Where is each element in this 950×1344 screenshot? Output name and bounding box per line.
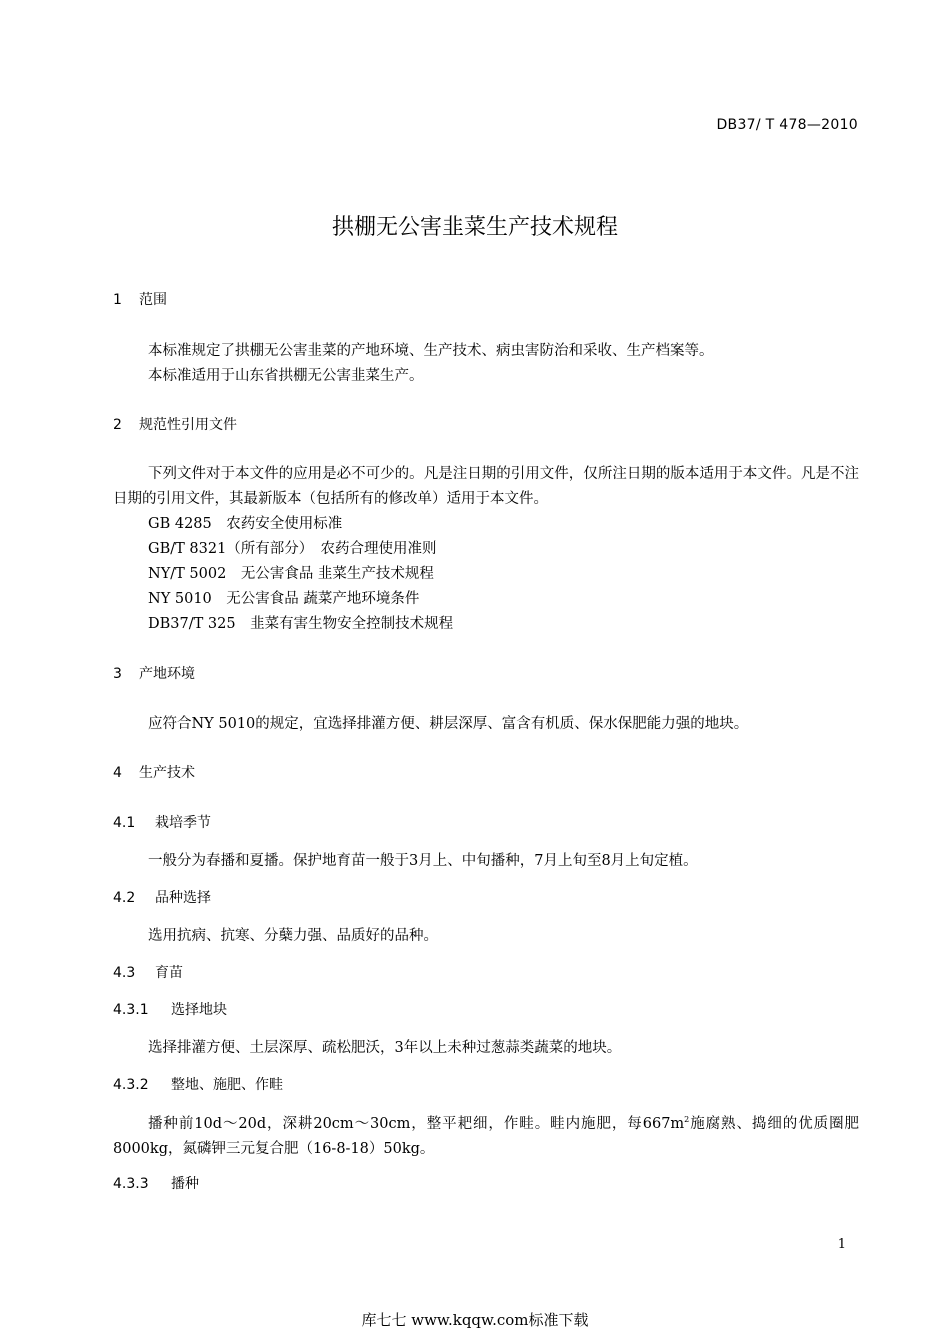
section-2-heading [113,414,237,434]
paragraph-text: 施腐熟、捣细的优质圈肥8000kg，氮磷钾三元复合肥（16-8-18）50kg。 [113,1115,860,1157]
section-number: 3 [113,666,122,682]
reference-item: NY/T 5002 无公害食品 韭菜生产技术规程 [148,566,434,582]
section-1-paragraph-1: 本标准规定了拱棚无公害韭菜的产地环境、生产技术、病虫害防治和采收、生产档案等。 [148,343,714,359]
section-2-intro-paragraph: 下列文件对于本文件的应用是必不可少的。凡是注日期的引用文件，仅所注日期的版本适用于本文件。凡是不注日期的引用文件，其最新版本（包括所有的修改单）适用于本文件。 [113,466,859,507]
subsection-4-3-3-heading [113,1173,199,1193]
section-4-heading [113,762,195,782]
document-title: 拱棚无公害韭菜生产技术规程 [331,215,618,240]
subsection-4-3-2-heading [113,1074,283,1094]
subsection-4-2-heading [113,887,211,907]
reference-item: NY 5010 无公害食品 蔬菜产地环境条件 [148,591,420,607]
superscript: 2 [684,1115,690,1124]
footer-watermark: 库七七 www.kqqw.com标准下载 [361,1311,589,1329]
section-title: 生产技术 [139,765,195,781]
section-3-heading [113,663,195,683]
section-title: 整地、施肥、作畦 [171,1077,283,1093]
section-title: 范围 [139,292,167,308]
section-number: 4.1 [113,815,136,831]
section-number: 4.3.1 [113,1002,149,1018]
section-title: 育苗 [155,965,183,981]
subsection-4-2-paragraph: 选用抗病、抗寒、分蘖力强、品质好的品种。 [148,928,438,944]
section-title: 品种选择 [155,890,211,906]
section-title: 选择地块 [171,1002,227,1018]
section-number: 4.3.3 [113,1176,149,1192]
section-1-paragraph-2: 本标准适用于山东省拱棚无公害韭菜生产。 [148,368,424,384]
reference-item: DB37/T 325 韭菜有害生物安全控制技术规程 [148,616,454,632]
page-number: 1 [837,1237,846,1252]
section-title: 栽培季节 [155,815,211,831]
section-number: 4.3 [113,965,136,981]
subsection-4-3-1-paragraph: 选择排灌方便、土层深厚、疏松肥沃，3年以上未种过葱蒜类蔬菜的地块。 [148,1040,622,1056]
section-number: 4.3.2 [113,1077,149,1093]
section-number: 4 [113,765,122,781]
subsection-4-1-paragraph: 一般分为春播和夏播。保护地育苗一般于3月上、中旬播种，7月上旬至8月上旬定植。 [148,853,698,869]
section-title: 产地环境 [139,666,195,682]
subsection-4-3-heading [113,962,183,982]
standard-code: DB37/ T 478—2010 [716,117,858,133]
reference-item: GB/T 8321（所有部分） 农药合理使用准则 [148,541,437,557]
section-3-paragraph-1: 应符合NY 5010的规定，宜选择排灌方便、耕层深厚、富含有机质、保水保肥能力强的地块。 [148,716,749,732]
paragraph-text: 播种前10d～20d，深耕20cm～30cm，整平耙细，作畦。畦内施肥，每667m [148,1115,685,1132]
subsection-4-3-2-paragraph [113,1107,859,1162]
section-number: 4.2 [113,890,136,906]
subsection-4-3-1-heading [113,999,227,1019]
subsection-4-1-heading [113,812,211,832]
section-title: 播种 [171,1176,199,1192]
section-title: 规范性引用文件 [139,417,237,433]
section-number: 1 [113,292,122,308]
section-1-heading [113,289,167,309]
reference-item: GB 4285 农药安全使用标准 [148,516,343,532]
section-number: 2 [113,417,122,433]
